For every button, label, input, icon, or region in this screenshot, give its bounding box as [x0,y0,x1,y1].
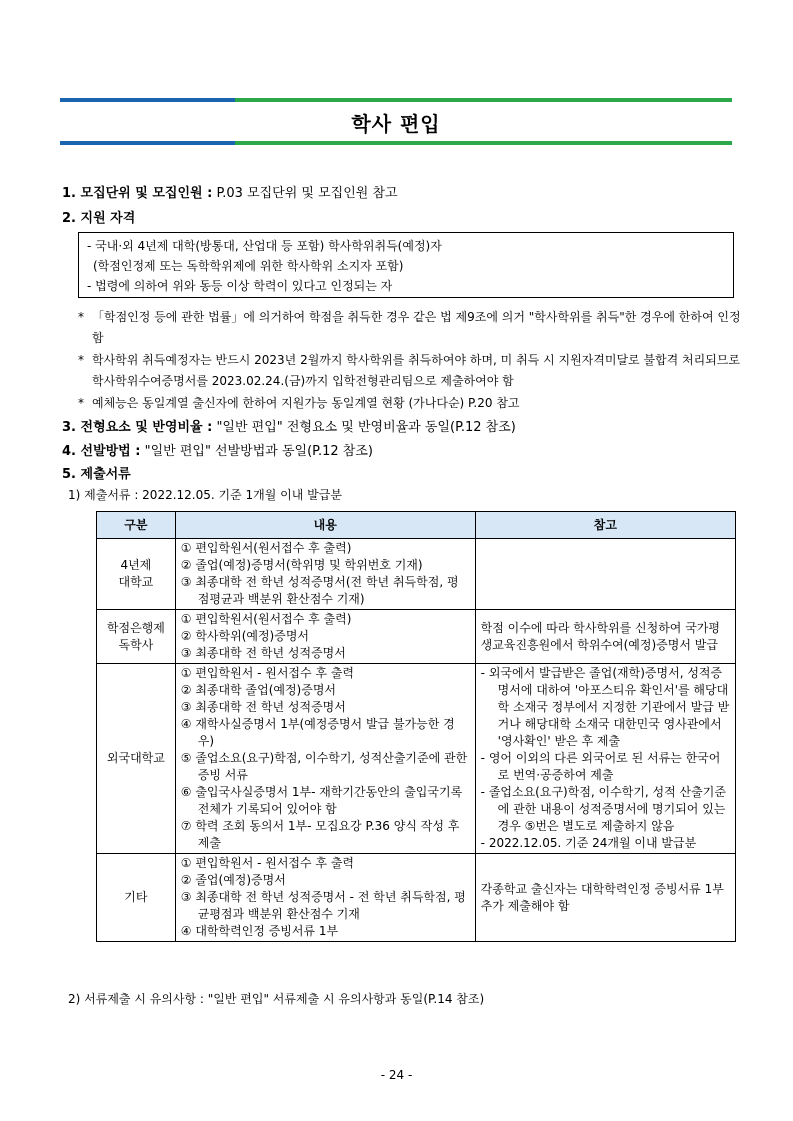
qualification-line: - 국내·외 4년제 대학(방통대, 산업대 등 포함) 학사학위취득(예정)자 [87,239,442,253]
row-category: 학점은행제 독학사 [97,610,176,664]
row-category: 기타 [97,854,176,942]
note-text: 예체능은 동일계열 출신자에 한하여 지원가능 동일계열 현황 (가나다순) P.20 참고 [92,396,520,410]
section-4-heading: 4. 선발방법 : [62,444,141,459]
page-number: - 24 - [380,1068,413,1082]
section-1 [62,182,398,201]
section-4 [62,440,373,459]
row-contents [175,610,475,664]
reference-item: 각종학교 출신자는 대학학력인정 증빙서류 1부 추가 제출해야 함 [480,881,724,913]
table-row [97,539,736,610]
content-item: ① 편입학원서 - 원서접수 후 출력 [180,856,355,870]
title-top-rule [60,98,732,102]
note-mark: * [78,310,84,324]
title-rule-green-segment [235,98,732,102]
note-item [78,350,742,392]
note-mark: * [78,396,84,410]
content-item: ⑤ 졸업소요(요구)학점, 이수학기, 성적산출기준에 관한 증빙 서류 [180,751,468,782]
content-item: ③ 최종대학 전 학년 성적증명서 - 전 학년 취득학점, 평균평점과 백분위 환산점수 기재 [180,890,466,921]
row-reference [475,539,735,610]
row-category: 외국대학교 [97,664,176,854]
row-contents [175,539,475,610]
section-5 [62,463,131,482]
title-rule-blue-segment [60,141,235,145]
qualification-line: - 법령에 의하여 위와 동등 이상 학력이 있다고 인정되는 자 [87,279,393,293]
section-3-text: "일반 편입" 전형요소 및 반영비율과 동일(P.12 참조) [212,420,516,435]
content-item: ③ 최종대학 전 학년 성적증명서(전 학년 취득학점, 평점평균과 백분위 환산점수 기재) [180,575,459,606]
reference-item: - 2022.12.05. 기준 24개월 이내 발급분 [480,836,697,850]
header-content: 내용 [175,512,475,539]
section-2 [62,207,135,226]
documents-table [96,511,736,942]
content-item: ③ 최종대학 전 학년 성적증명서 [180,646,346,660]
table-row [97,854,736,942]
reference-item: 학점 이수에 따라 학사학위를 신청하여 국가평생교육진흥원에서 학위수여(예정)증명서 발급 [480,620,720,652]
section-1-text: P.03 모집단위 및 모집인원 참고 [212,186,398,201]
row-reference [475,610,735,664]
content-item: ④ 재학사실증명서 1부(예정증명서 발급 불가능한 경우) [180,717,455,748]
note-item [78,393,742,414]
reference-item: - 영어 이외의 다른 외국어로 된 서류는 한국어로 번역·공증하여 제출 [480,751,721,782]
content-item: ② 최종대학 졸업(예정)증명서 [180,683,337,697]
section-3 [62,416,516,435]
reference-item: - 외국에서 발급받은 졸업(재학)증명서, 성적증명서에 대하여 '아포스티유 확인서'를 해당대학 소재국 정부에서 지정한 기관에서 발급 받거나 해당대학 소재국 대한민국 영사관에서 '영사확인' 받은 후 제출 [480,666,730,748]
page-title: 학사 편입 [351,112,441,136]
title-bottom-rule [60,141,732,145]
submission-note: 2) 서류제출 시 유의사항 : "일반 편입" 서류제출 시 유의사항과 동일(P.14 참조) [68,992,485,1006]
table-row [97,610,736,664]
content-item: ③ 최종대학 전 학년 성적증명서 [180,700,346,714]
content-item: ② 졸업(예정)증명서(학위명 및 학위번호 기재) [180,558,423,572]
row-reference [475,664,735,854]
table-header-row [97,512,736,539]
content-item: ④ 대학학력인정 증빙서류 1부 [180,924,339,938]
qualification-box [78,232,734,298]
section-1-heading: 1. 모집단위 및 모집인원 : [62,186,213,201]
section-2-heading: 2. 지원 자격 [62,211,136,226]
content-item: ② 졸업(예정)증명서 [180,873,286,887]
content-item: ⑦ 학력 조회 동의서 1부- 모집요강 P.36 양식 작성 후 제출 [180,819,460,850]
submission-subheading: 1) 제출서류 : 2022.12.05. 기준 1개월 이내 발급분 [68,488,342,502]
content-item: ① 편입학원서 - 원서접수 후 출력 [180,666,355,680]
table-row [97,664,736,854]
section-5-heading: 5. 제출서류 [62,467,131,482]
qualification-line: (학점인정제 또는 독학학위제에 위한 학사학위 소지자 포함) [93,259,404,273]
row-contents [175,854,475,942]
title-rule-blue-segment [60,98,235,102]
note-text: 「학점인정 등에 관한 법률」에 의거하여 학점을 취득한 경우 같은 법 제9조에 의거 "학사학위를 취득"한 경우에 한하여 인정함 [92,310,741,345]
header-category: 구분 [97,512,176,539]
content-item: ⑥ 출입국사실증명서 1부- 재학기간동안의 출입국기록 전체가 기록되어 있어야 함 [180,785,463,816]
section-3-heading: 3. 전형요소 및 반영비율 : [62,420,213,435]
row-category: 4년제 대학교 [97,539,176,610]
note-text: 학사학위 취득예정자는 반드시 2023년 2월까지 학사학위를 취득하여야 하며, 미 취득 시 지원자격미달로 불합격 처리되므로 학사학위수여증명서를 2023.02.24.(금)까지 입학전형관리팀으로 제출하여야 함 [92,353,740,388]
content-item: ① 편입학원서(원서접수 후 출력) [180,612,352,626]
content-item: ② 학사학위(예정)증명서 [180,629,310,643]
title-rule-green-segment [235,141,732,145]
reference-item: - 졸업소요(요구)학점, 이수학기, 성적 산출기준에 관한 내용이 성적증명서에 명기되어 있는 경우 ⑤번은 별도로 제출하지 않음 [480,785,726,833]
row-reference [475,854,735,942]
note-mark: * [78,353,84,367]
content-item: ① 편입학원서(원서접수 후 출력) [180,541,352,555]
row-contents [175,664,475,854]
header-reference: 참고 [475,512,735,539]
section-4-text: "일반 편입" 선발방법과 동일(P.12 참조) [140,444,373,459]
note-item [78,307,742,349]
